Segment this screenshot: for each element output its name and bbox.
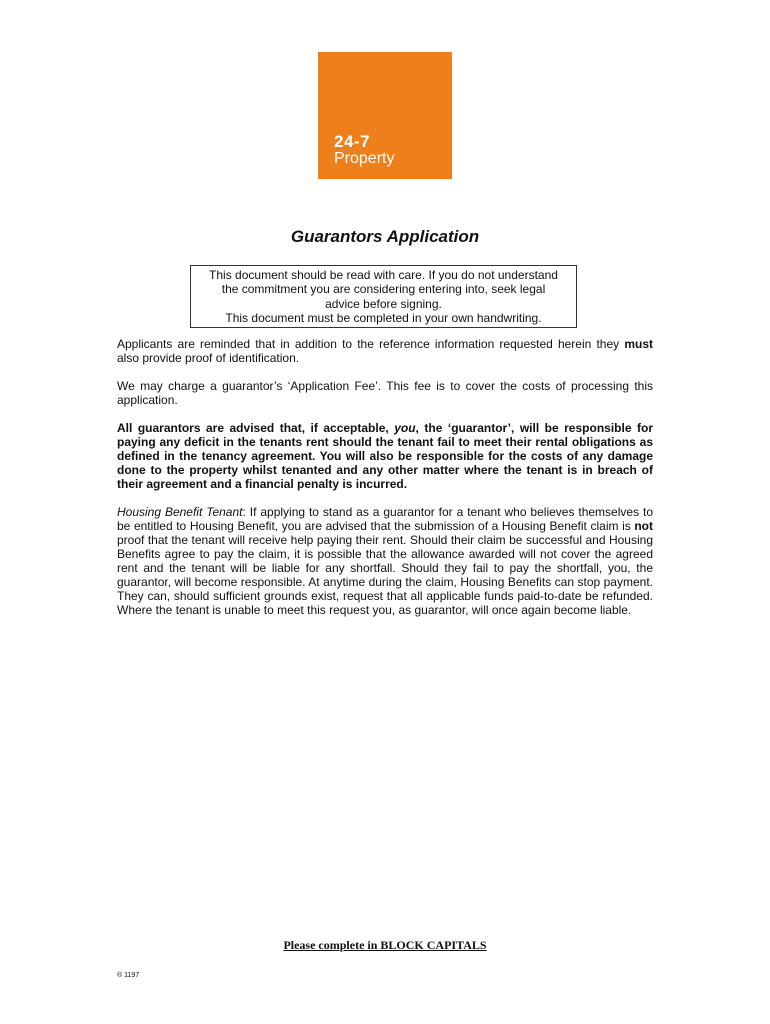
paragraph-housing-benefit [117,505,653,617]
housing-benefit-heading: Housing Benefit Tenant [117,505,243,519]
paragraph-text: , the ‘guarantor’, will be responsible for paying any deficit in the tenants rent should the tenant fail to meet their rental obligations as defined in the tenancy agreement. You will also be responsible for the costs of any damage done to the property whilst tenanted and any other matter where the tenant is in breach of their agreement and a financial penalty is incurred. [117,421,653,491]
paragraph-text: proof that the tenant will receive help paying their rent. Should their claim be successful and Housing Benefits agree to pay the claim, it is possible that the allowance awarded will not cover the agreed rent and the tenant will be liable for any shortfall. Should they fail to pay the shortfall, you, the guarantor, will become responsible. At anytime during the claim, Housing Benefits can stop payment. They can, should sufficient grounds exist, request that all applicable funds paid-to-date be refunded. Where the tenant is unable to meet this request you, as guarantor, will once again become liable. [117,533,653,617]
notice-line: This document should be read with care. If you do not understand [209,268,558,282]
logo-text-property: Property [334,150,395,167]
paragraph-text: : If applying to stand as a guarantor for a tenant who believes themselves to be entitled to Housing Benefit, you are advised that the submission of a Housing Benefit claim is [117,505,653,533]
notice-line: the commitment you are considering entering into, seek legal [221,282,546,297]
document-title: Guarantors Application [290,227,480,246]
paragraph-guarantor-responsibility [117,421,653,491]
paragraph-application-fee: We may charge a guarantor’s ‘Application Fee’. This fee is to cover the costs of processing this application. [117,379,653,407]
notice-line: This document must be completed in your own handwriting. [225,310,542,325]
paragraph-text: also provide proof of identification. [117,351,300,365]
paragraph-text: Applicants are reminded that in addition to the reference information requested herein they [117,337,625,351]
block-capitals-instruction: Please complete in BLOCK CAPITALS [283,938,487,952]
emphasis-not: not [634,519,653,533]
notice-line: advice before signing. [325,296,442,311]
notice-box [190,265,577,328]
emphasis-must: must [624,337,653,351]
paragraph-text: All guarantors are advised that, if acceptable, [117,421,395,435]
emphasis-you: you [394,421,416,435]
form-code: ® 1197 [117,972,140,979]
logo-text-24-7: 24-7 [334,132,371,151]
paragraph-identification [117,337,653,365]
company-logo [318,52,452,179]
